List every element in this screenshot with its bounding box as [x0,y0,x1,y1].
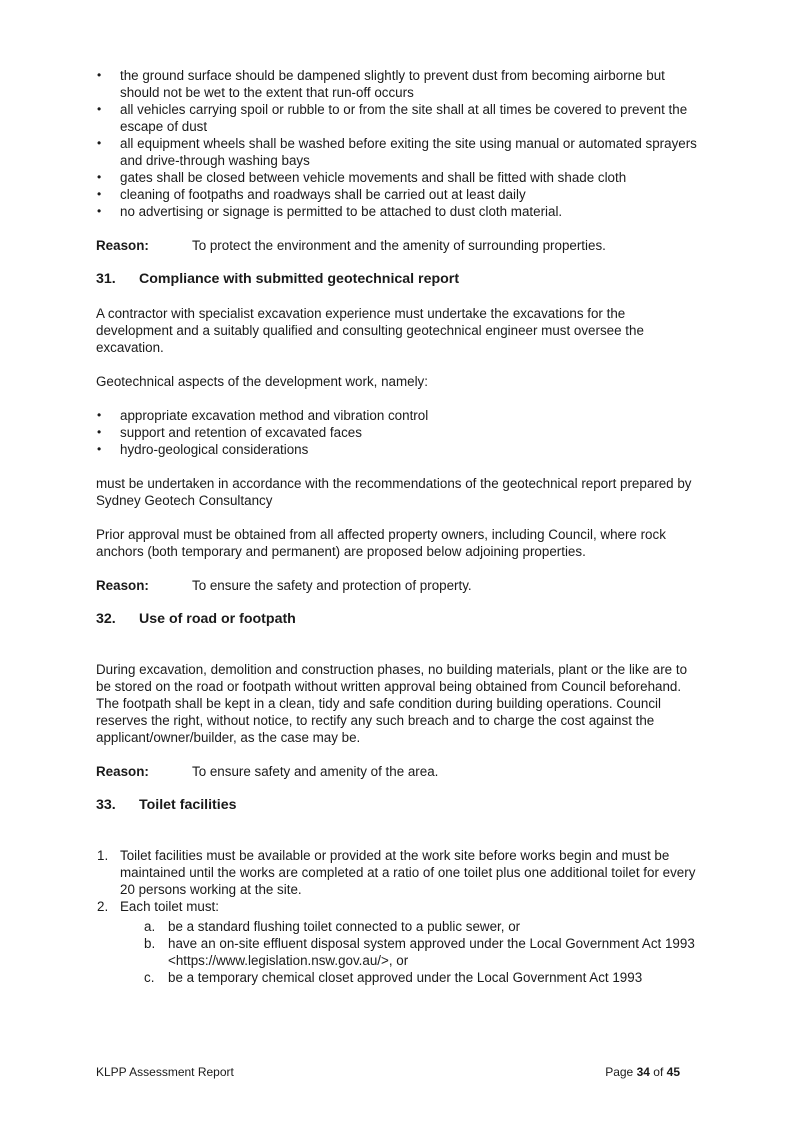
paragraph: During excavation, demolition and construction phases, no building materials, plant or the like are to be stored on the road or footpath without written approval being obtained from Council beforehand. The footpath shall be kept in a clean, tidy and safe condition during building operations. Council reserves the right, without notice, to rectify any such breach and to charge the cost against the applicant/owner/builder, as the case may be. [96,662,688,745]
dust-control-list [96,67,702,220]
list-item: b. have an on-site effluent disposal system approved under the Local Government Act 1993 <https://www.legislation.nsw.gov.au/>, or [144,936,695,968]
reason-block [96,763,702,780]
section-title: Use of road or footpath [139,611,296,627]
page-footer [96,1064,680,1081]
reason-label: Reason: [96,578,149,593]
reason-block [96,237,702,254]
list-item: • gates shall be closed between vehicle movements and shall be fitted with shade cloth [97,170,627,185]
paragraph: A contractor with specialist excavation experience must undertake the excavations for the development and a suitably qualified and consulting geotechnical engineer must oversee the excavation. [96,306,644,355]
section-number: 31. [96,271,116,287]
item-letter: c. [144,970,155,985]
list-item: c. be a temporary chemical closet approved under the Local Government Act 1993 [144,970,643,985]
toilet-requirements-list [96,847,702,915]
list-item: 1. Toilet facilities must be available or provided at the work site before works begin and must be maintained until the works are completed at a ratio of one toilet plus one additional toilet for every 20 persons working at the site. [97,848,696,897]
list-item: • no advertising or signage is permitted to be attached to dust cloth material. [97,204,563,219]
bullet-icon: • [97,136,102,150]
paragraph: Prior approval must be obtained from all affected property owners, including Council, where rock anchors (both temporary and permanent) are proposed below adjoining properties. [96,527,666,559]
reason-label: Reason: [96,238,149,253]
section-heading-31 [96,271,702,288]
list-item: • cleaning of footpaths and roadways shall be carried out at least daily [97,187,526,202]
item-letter: b. [144,936,156,951]
reason-text: To ensure the safety and protection of property. [192,578,472,593]
reason-text: To ensure safety and amenity of the area. [192,764,439,779]
item-letter: a. [144,919,156,934]
section-heading-32 [96,611,702,628]
reason-label: Reason: [96,764,149,779]
paragraph: must be undertaken in accordance with the recommendations of the geotechnical report prepared by Sydney Geotech Consultancy [96,476,692,508]
list-item: • appropriate excavation method and vibration control [97,408,429,423]
section-number: 33. [96,797,116,813]
list-item: • the ground surface should be dampened slightly to prevent dust from becoming airborne but should not be wet to the extent that run-off occurs [97,68,665,100]
paragraph: Geotechnical aspects of the development work, namely: [96,374,428,389]
list-item: 2. Each toilet must: [97,899,219,914]
bullet-icon: • [97,408,102,422]
section-title: Compliance with submitted geotechnical report [139,271,460,287]
document-page [96,67,702,986]
bullet-icon: • [97,102,102,116]
toilet-types-list [96,918,702,986]
bullet-icon: • [97,68,102,82]
list-item: • all equipment wheels shall be washed before exiting the site using manual or automated sprayers and drive-through washing bays [97,136,697,168]
reason-text: To protect the environment and the amenity of surrounding properties. [192,238,606,253]
list-item: a. be a standard flushing toilet connected to a public sewer, or [144,919,521,934]
section-heading-33 [96,797,702,814]
section-number: 32. [96,611,116,627]
geotechnical-aspects-list [96,407,702,458]
list-item: • support and retention of excavated faces [97,425,362,440]
page-indicator: Page 34 of 45 [605,1065,680,1079]
total-pages: 45 [666,1065,680,1079]
bullet-icon: • [97,187,102,201]
item-number: 2. [97,899,109,914]
report-title: KLPP Assessment Report [96,1065,234,1079]
reason-block [96,577,702,594]
list-item: • all vehicles carrying spoil or rubble to or from the site shall at all times be covered to prevent the escape of dust [97,102,688,134]
item-number: 1. [97,848,109,863]
bullet-icon: • [97,442,102,456]
bullet-icon: • [97,425,102,439]
current-page: 34 [636,1065,650,1079]
section-title: Toilet facilities [139,797,237,813]
list-item: • hydro-geological considerations [97,442,309,457]
bullet-icon: • [97,204,102,218]
bullet-icon: • [97,170,102,184]
